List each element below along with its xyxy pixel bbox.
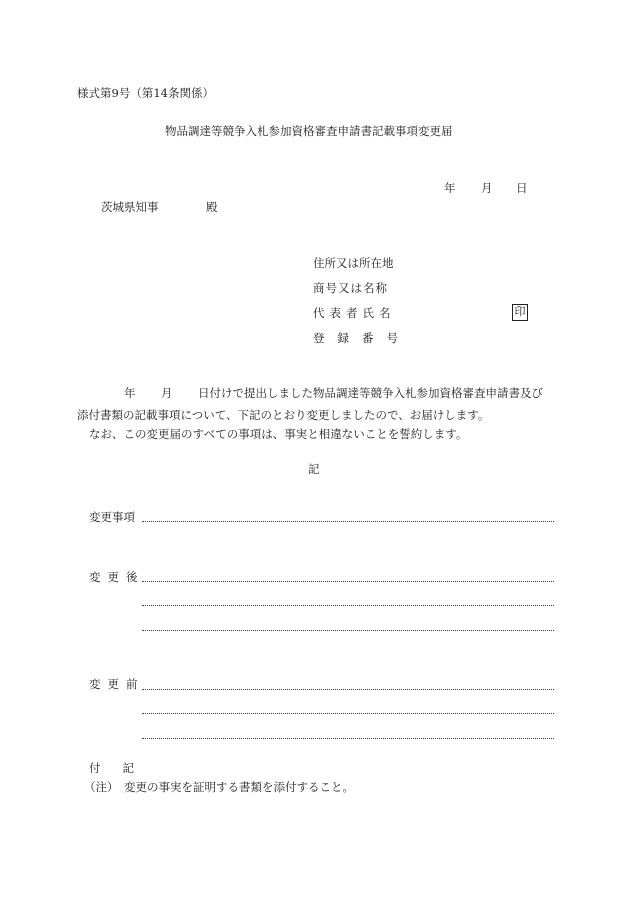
before-label: 変更前 [89, 677, 145, 691]
body-line-1: 日付けで提出しました物品調達等競争入札参加資格審査申請書及び [198, 386, 543, 400]
after-line-3[interactable] [142, 630, 554, 631]
before-line-3[interactable] [142, 738, 554, 739]
date-month-label: 月 [481, 181, 493, 195]
supplementary-note-label: 付記 [89, 761, 156, 775]
body-month: 月 [161, 386, 173, 400]
note-prefix: （注） [84, 780, 119, 794]
before-line-2[interactable] [142, 713, 554, 714]
body-year: 年 [124, 386, 136, 400]
registration-number-label: 登録番号 [313, 331, 411, 345]
change-item-line[interactable] [142, 521, 554, 522]
after-line-2[interactable] [142, 605, 554, 606]
after-label: 変更後 [89, 570, 145, 584]
representative-name-label: 代表者氏名 [313, 306, 396, 320]
document-title: 物品調達等競争入札参加資格審査申請書記載事項変更届 [165, 124, 453, 138]
seal-mark: 印 [512, 304, 528, 321]
address-label: 住所又は所在地 [313, 256, 394, 270]
note-text: 変更の事実を証明する書類を添付すること。 [124, 780, 354, 794]
before-line-1[interactable] [142, 689, 554, 690]
company-name-label: 商号又は名称 [313, 281, 388, 295]
addressee-honorific: 殿 [206, 200, 218, 214]
form-number: 様式第9号（第14条関係） [77, 86, 214, 100]
change-item-label: 変更事項 [89, 510, 135, 524]
body-line-3: なお、この変更届のすべての事項は、事実と相違ないことを誓約します。 [89, 427, 468, 441]
date-year-label: 年 [444, 181, 456, 195]
body-line-2: 添付書類の記載事項について、下記のとおり変更しましたので、お届けします。 [77, 408, 490, 422]
date-day-label: 日 [516, 181, 528, 195]
ki-heading: 記 [308, 462, 320, 476]
after-line-1[interactable] [142, 581, 554, 582]
addressee-name: 茨城県知事 [101, 200, 159, 214]
